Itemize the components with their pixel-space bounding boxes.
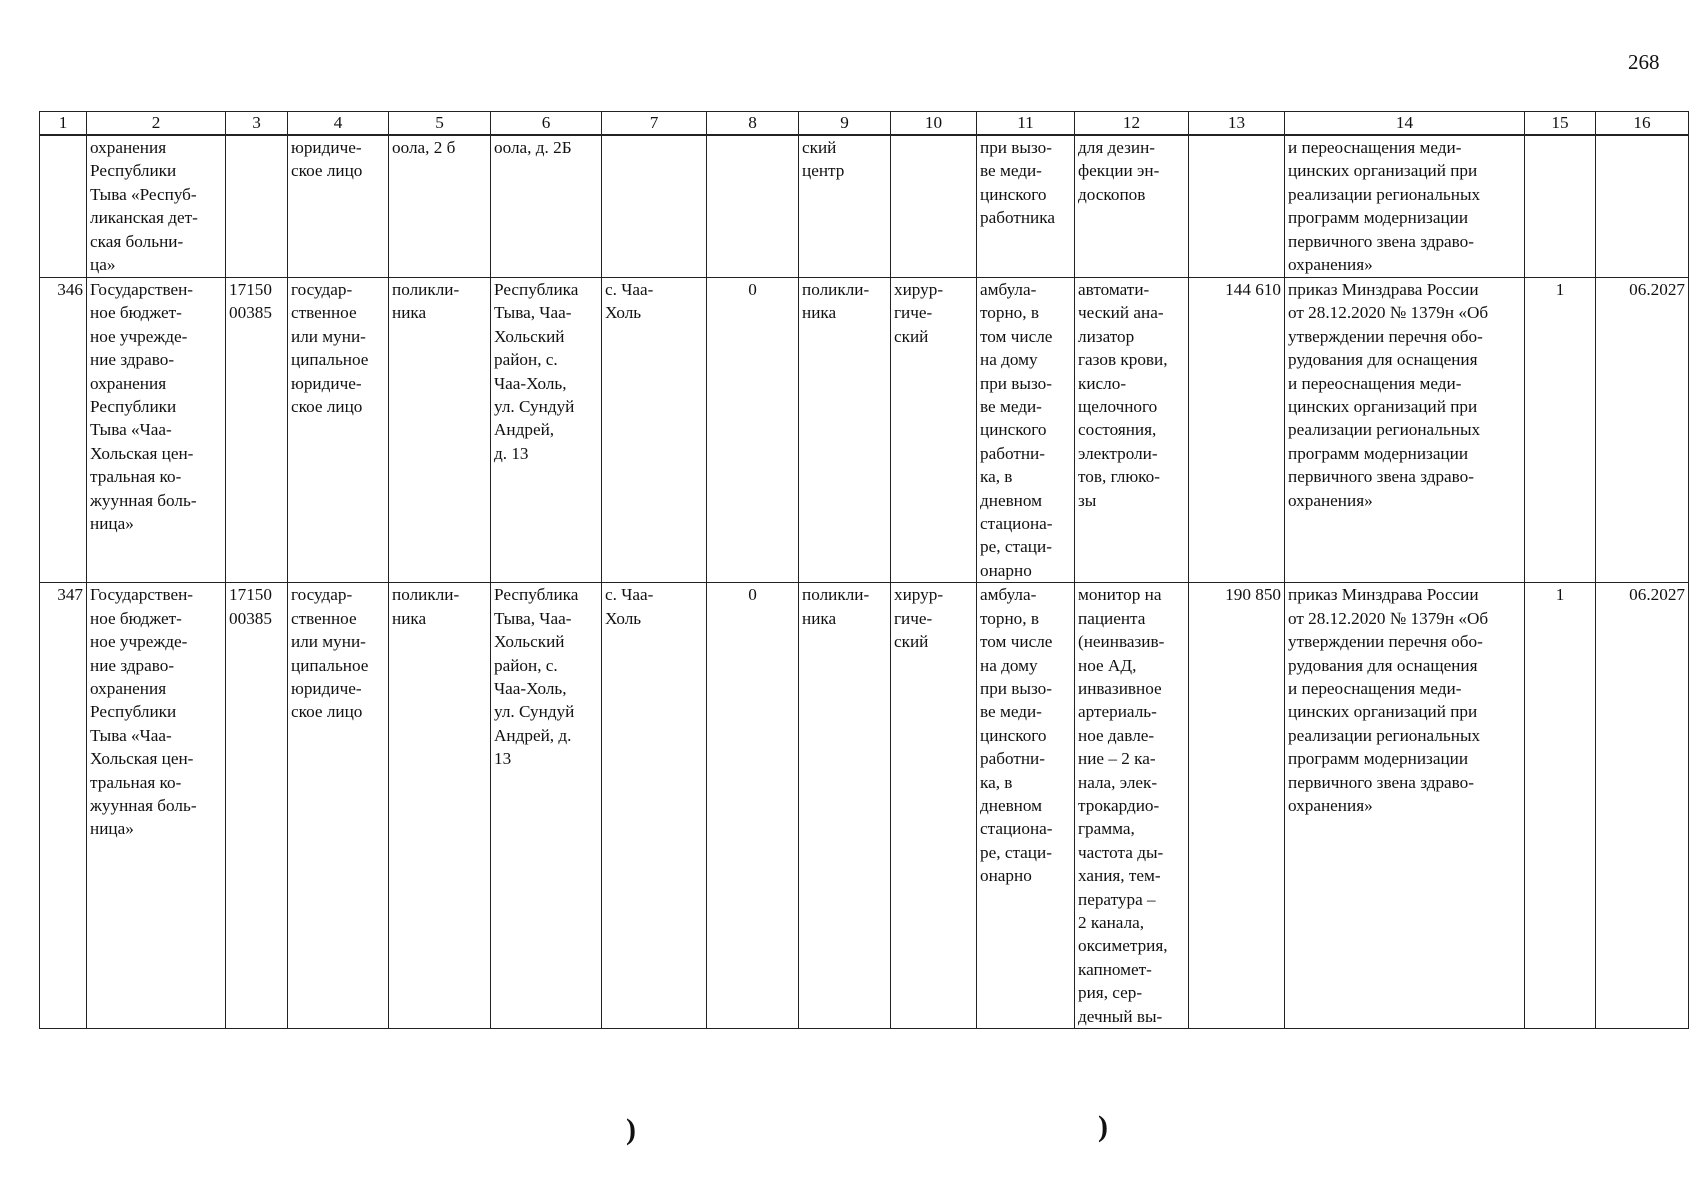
column-number-5: 5 bbox=[389, 112, 491, 136]
column-number-1: 1 bbox=[40, 112, 87, 136]
table-cell-col-6: Республика Тыва, Чаа- Хольский район, с. Чаа-Холь, ул. Сундуй Андрей, д. 13 bbox=[491, 278, 602, 583]
table-cell-col-1: 346 bbox=[40, 278, 87, 583]
table-cell-col-13: 144 610 bbox=[1189, 278, 1285, 583]
column-number-3: 3 bbox=[226, 112, 288, 136]
table-cell-col-2: охранения Республики Тыва «Респуб- ликанская дет- ская больни- ца» bbox=[87, 135, 226, 278]
column-number-9: 9 bbox=[799, 112, 891, 136]
table-row bbox=[40, 135, 1689, 278]
table-cell-col-7: с. Чаа- Холь bbox=[602, 278, 707, 583]
table-cell-col-7: с. Чаа- Холь bbox=[602, 583, 707, 1029]
table-cell-col-2: Государствен- ное бюджет- ное учрежде- ние здраво- охранения Республики Тыва «Чаа- Хольская цен- тральная ко- жуунная боль- ница» bbox=[87, 278, 226, 583]
table-cell-col-1: 347 bbox=[40, 583, 87, 1029]
table-cell-col-11: амбула- торно, в том числе на дому при вызо- ве меди- цинского работни- ка, в дневном стационa- ре, стаци- онарно bbox=[977, 278, 1075, 583]
stamp-mark: ) bbox=[626, 1113, 636, 1146]
table-row bbox=[40, 278, 1689, 583]
column-number-6: 6 bbox=[491, 112, 602, 136]
table-cell-col-3 bbox=[226, 135, 288, 278]
table-cell-col-4: государ- ственное или муни- ципальное юридиче- ское лицо bbox=[288, 583, 389, 1029]
table-cell-col-6: Республика Тыва, Чаа- Хольский район, с. Чаа-Холь, ул. Сундуй Андрей, д. 13 bbox=[491, 583, 602, 1029]
table-cell-col-14: приказ Минздрава России от 28.12.2020 № 1379н «Об утверждении перечня обо- рудования для оснащения и переоснащения меди- цинских организаций при реализации региональных программ модернизации первичного звена здраво- охранения» bbox=[1285, 583, 1525, 1029]
table-cell-col-13: 190 850 bbox=[1189, 583, 1285, 1029]
column-number-15: 15 bbox=[1525, 112, 1596, 136]
table-cell-col-15 bbox=[1525, 135, 1596, 278]
table-cell-col-4: государ- ственное или муни- ципальное юридиче- ское лицо bbox=[288, 278, 389, 583]
column-number-4: 4 bbox=[288, 112, 389, 136]
table-cell-col-8: 0 bbox=[707, 583, 799, 1029]
table-cell-col-16 bbox=[1596, 135, 1689, 278]
table-cell-col-5: поликли- ника bbox=[389, 278, 491, 583]
column-number-10: 10 bbox=[891, 112, 977, 136]
column-number-11: 11 bbox=[977, 112, 1075, 136]
table-cell-col-13 bbox=[1189, 135, 1285, 278]
register-table bbox=[39, 111, 1689, 1029]
table-cell-col-8 bbox=[707, 135, 799, 278]
column-number-8: 8 bbox=[707, 112, 799, 136]
table-cell-col-14: и переоснащения меди- цинских организаций при реализации региональных программ модернизации первичного звена здраво- охранения» bbox=[1285, 135, 1525, 278]
table-cell-col-6: оола, д. 2Б bbox=[491, 135, 602, 278]
table-cell-col-10 bbox=[891, 135, 977, 278]
table-cell-col-10: хирур- гиче- ский bbox=[891, 583, 977, 1029]
column-number-16: 16 bbox=[1596, 112, 1689, 136]
table-cell-col-4: юридиче- ское лицо bbox=[288, 135, 389, 278]
table-cell-col-10: хирур- гиче- ский bbox=[891, 278, 977, 583]
table-cell-col-15: 1 bbox=[1525, 583, 1596, 1029]
column-number-7: 7 bbox=[602, 112, 707, 136]
table-cell-col-5: поликли- ника bbox=[389, 583, 491, 1029]
table-cell-col-15: 1 bbox=[1525, 278, 1596, 583]
table-cell-col-11: при вызо- ве меди- цинского работника bbox=[977, 135, 1075, 278]
table-cell-col-14: приказ Минздрава России от 28.12.2020 № 1379н «Об утверждении перечня обо- рудования для оснащения и переоснащения меди- цинских организаций при реализации региональных программ модернизации первичного звена здраво- охранения» bbox=[1285, 278, 1525, 583]
column-number-12: 12 bbox=[1075, 112, 1189, 136]
table-cell-col-9: поликли- ника bbox=[799, 583, 891, 1029]
table-cell-col-12: для дезин- фекции эн- доскопов bbox=[1075, 135, 1189, 278]
table-cell-col-9: поликли- ника bbox=[799, 278, 891, 583]
table-cell-col-9: ский центр bbox=[799, 135, 891, 278]
column-number-2: 2 bbox=[87, 112, 226, 136]
stamp-mark: ) bbox=[1098, 1110, 1108, 1143]
table-cell-col-8: 0 bbox=[707, 278, 799, 583]
table-cell-col-3: 17150 00385 bbox=[226, 583, 288, 1029]
column-number-row bbox=[40, 112, 1689, 136]
table-cell-col-1 bbox=[40, 135, 87, 278]
table-cell-col-2: Государствен- ное бюджет- ное учрежде- ние здраво- охранения Республики Тыва «Чаа- Хольская цен- тральная ко- жуунная боль- ница» bbox=[87, 583, 226, 1029]
table-cell-col-16: 06.2027 bbox=[1596, 278, 1689, 583]
column-number-14: 14 bbox=[1285, 112, 1525, 136]
table-cell-col-12: автомати- ческий ана- лизатор газов крови, кисло- щелочного состояния, электроли- тов, глюко- зы bbox=[1075, 278, 1189, 583]
column-number-13: 13 bbox=[1189, 112, 1285, 136]
page-number: 268 bbox=[1628, 50, 1660, 74]
table-row bbox=[40, 583, 1689, 1029]
table-cell-col-11: амбула- торно, в том числе на дому при вызо- ве меди- цинского работни- ка, в дневном стациона- ре, стаци- онарно bbox=[977, 583, 1075, 1029]
table-cell-col-3: 17150 00385 bbox=[226, 278, 288, 583]
table-cell-col-16: 06.2027 bbox=[1596, 583, 1689, 1029]
table-cell-col-12: монитор на пациента (неинвазив- ное АД, инвазивное артериаль- ное давле- ние – 2 ка- нала, элек- трокардио- грамма, частота ды- хания, тем- пература – 2 канала, оксиметрия, капномет- рия, сер- дечный вы- bbox=[1075, 583, 1189, 1029]
table-cell-col-7 bbox=[602, 135, 707, 278]
table-cell-col-5: оола, 2 б bbox=[389, 135, 491, 278]
